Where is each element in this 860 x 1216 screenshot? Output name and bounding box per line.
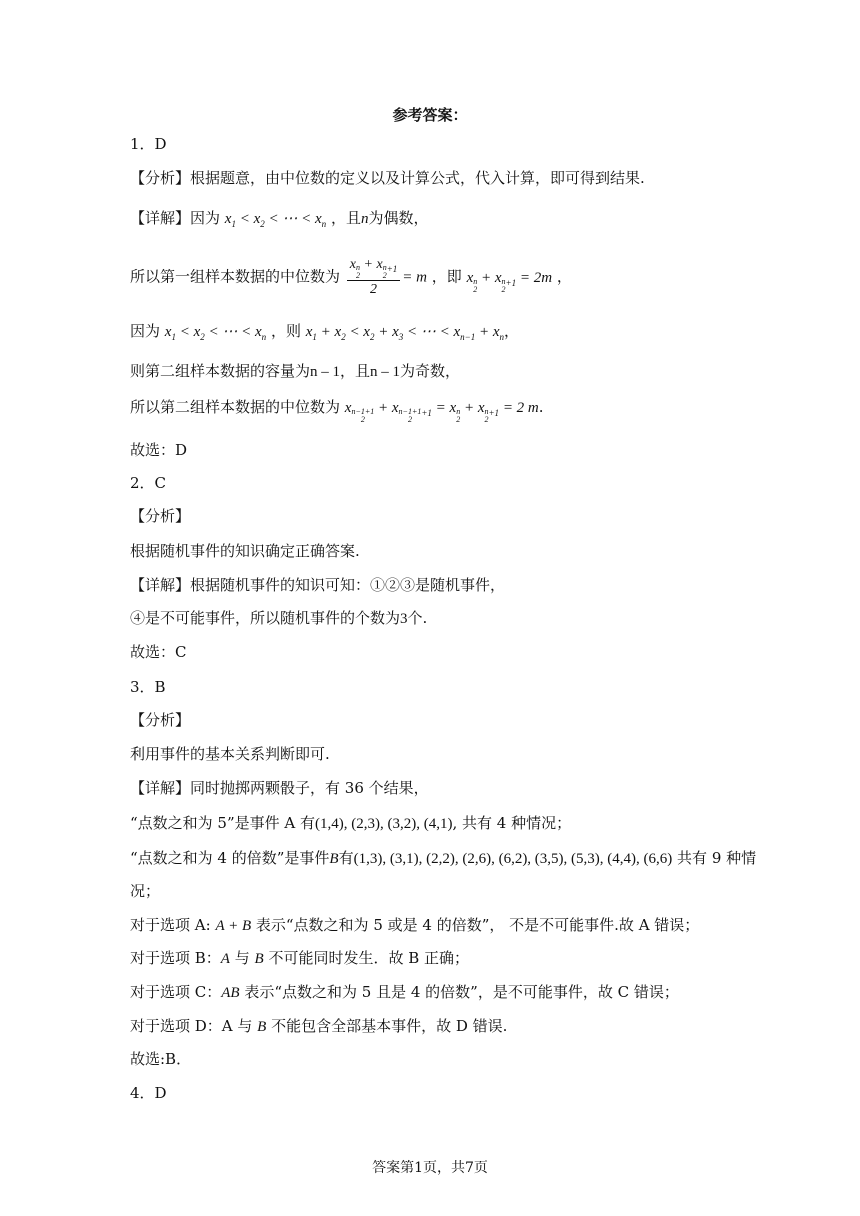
q1-capacity-suffix: 为奇数， [400,362,461,380]
q3-eventB-suffix: 共有 9 种情 [672,849,757,867]
q3-optD-b: B [257,1019,267,1035]
q2-analysis-text: 根据随机事件的知识确定正确答案. [130,542,360,560]
page-footer: 答案第1页，共7页 [372,1160,488,1176]
q3-eventA [130,813,571,834]
q3-analysis-text: 利用事件的基本关系判断即可. [130,745,330,763]
q1-capacity [130,361,460,382]
q3-optA-suffix: 表示“点数之和为 5 或是 4 的倍数”， 不是不可能事件.故 A 错误； [251,916,700,934]
q1-ineq-3: $x_1 + x_2 < x_2 + x_3$ < ⋯ < $x_{n-1} + x_n$ [305,324,505,342]
q3-optA-prefix: 对于选项 A: [130,916,216,934]
q3-optD-prefix: 对于选项 D：A 与 [130,1017,258,1035]
q1-detail-prefix: 【详解】因为 [130,209,221,227]
q3-optB-mid: 与 [229,949,255,967]
q2-detail2-num: 3 [400,611,408,627]
q2-answer: 故选：C [130,643,187,661]
q1-because2: 因为 $x_1 < x_2$ < ⋯ < $x_n$ ，则 $x_1 + x_2 < x_2 + x_3$ < ⋯ < $x_{n-1} + x_n$， [130,322,520,342]
q3-number: 3．B [130,678,166,696]
q1-median1-prefix: 所以第一组样本数据的中位数为 [130,267,341,286]
q3-optD [130,1016,507,1037]
q3-eventA-prefix: “点数之和为 5”是事件 A 有 [130,814,316,832]
q3-optB-prefix: 对于选项 B： [130,949,221,967]
q2-detail2-suffix: 个. [407,609,428,627]
q1-answer: 故选：D [130,441,188,459]
q1-capacity-val1: n – 1 [310,364,341,380]
q3-analysis-label: 【分析】 [130,711,191,729]
q1-ineq-2: $x_1 < x_2$ < ⋯ < $x_n$ [164,324,267,342]
q1-number: 1．D [130,135,167,153]
q1-because2-mid: ，则 [270,322,301,340]
q3-eventB [130,848,756,869]
q3-eventB-prefix: “点数之和为 4 的倍数”是事件 [130,849,330,867]
page-title: 参考答案： [392,106,468,124]
q3-optC-prefix: 对于选项 C： [130,983,222,1001]
q1-median1-eq: xn 2 + xn $2_{+1} = 2m$ [466,269,553,294]
q1-median1-fraction: xn 2 + xn $2_{+1}$ 2 [347,256,400,299]
q3-optC-expr: AB [221,985,240,1001]
q3-eventB-mid: 有 [338,849,354,867]
q3-eventB-cont: 况； [130,882,161,900]
q1-median1: 所以第一组样本数据的中位数为 xn 2 + xn $2_{+1}$ 2 = m ，即 xn 2 + xn $2_{+1} = 2m$ ， [130,257,572,297]
q3-eventA-pairs: (1,4), (2,3), (3,2), (4,1) [315,816,453,832]
q3-optA-expr: A + B [215,918,252,934]
q4-number: 4．D [130,1084,167,1102]
q1-detail-mid: ，且 [330,209,361,227]
q2-detail2 [130,608,427,629]
q1-detail-suffix: 为偶数， [368,209,429,227]
q3-eventA-suffix: , 共有 4 种情况； [452,814,572,832]
q3-optC [130,982,679,1003]
q3-optA [130,915,699,936]
q1-because2-prefix: 因为 [130,322,161,340]
q3-optB-b: B [254,951,264,967]
q1-capacity-mid: ，且 [340,362,371,380]
q3-optB [130,948,469,969]
q1-median2-expr: xn−1+1 2 + xn−1+1 $2_{+1}$ = xn 2 + xn $2_{+1} = 2$ m [344,400,539,424]
q3-eventB-var: B [329,851,339,867]
q2-detail2-prefix: ④是不可能事件，所以随机事件的个数为 [130,609,401,627]
q3-optB-suffix: 不可能同时发生．故 B 正确； [263,949,470,967]
q3-optB-a: A [220,951,230,967]
q3-optC-suffix: 表示“点数之和为 5 且是 4 的倍数”，是不可能事件，故 C 错误； [239,983,679,1001]
q1-median1-mid: ，即 [431,267,462,286]
q1-ineq-1: $x_1 < x_2$ < ⋯ < $x_n$ [224,211,327,229]
q3-answer: 故选:B． [130,1050,192,1068]
q2-detail1: 【详解】根据随机事件的知识可知：①②③是随机事件， [130,576,506,594]
q2-analysis-label: 【分析】 [130,507,191,525]
q3-detail1: 【详解】同时抛掷两颗骰子，有 36 个结果， [130,779,429,797]
q2-number: 2．C [130,474,167,492]
q1-var-n: n [360,211,369,227]
q1-capacity-prefix: 则第二组样本数据的容量为 [130,362,311,380]
q1-median2-prefix: 所以第二组样本数据的中位数为 [130,398,341,416]
q3-eventB-pairs: (1,3), (3,1), (2,2), (2,6), (6,2), (3,5), (5,3), (4,4), (6,6) [353,851,673,867]
q3-optD-suffix: 不能包含全部基本事件，故 D 错误. [266,1017,508,1035]
q1-detail [130,208,428,234]
q1-median2: 所以第二组样本数据的中位数为 xn−1+1 2 + xn−1+1 $2_{+1}$ = xn 2 + xn $2_{+1} = 2$ m. [130,398,544,424]
q1-analysis: 【分析】根据题意，由中位数的定义以及计算公式，代入计算，即可得到结果. [130,169,645,187]
q1-capacity-val2: n – 1 [370,364,401,380]
